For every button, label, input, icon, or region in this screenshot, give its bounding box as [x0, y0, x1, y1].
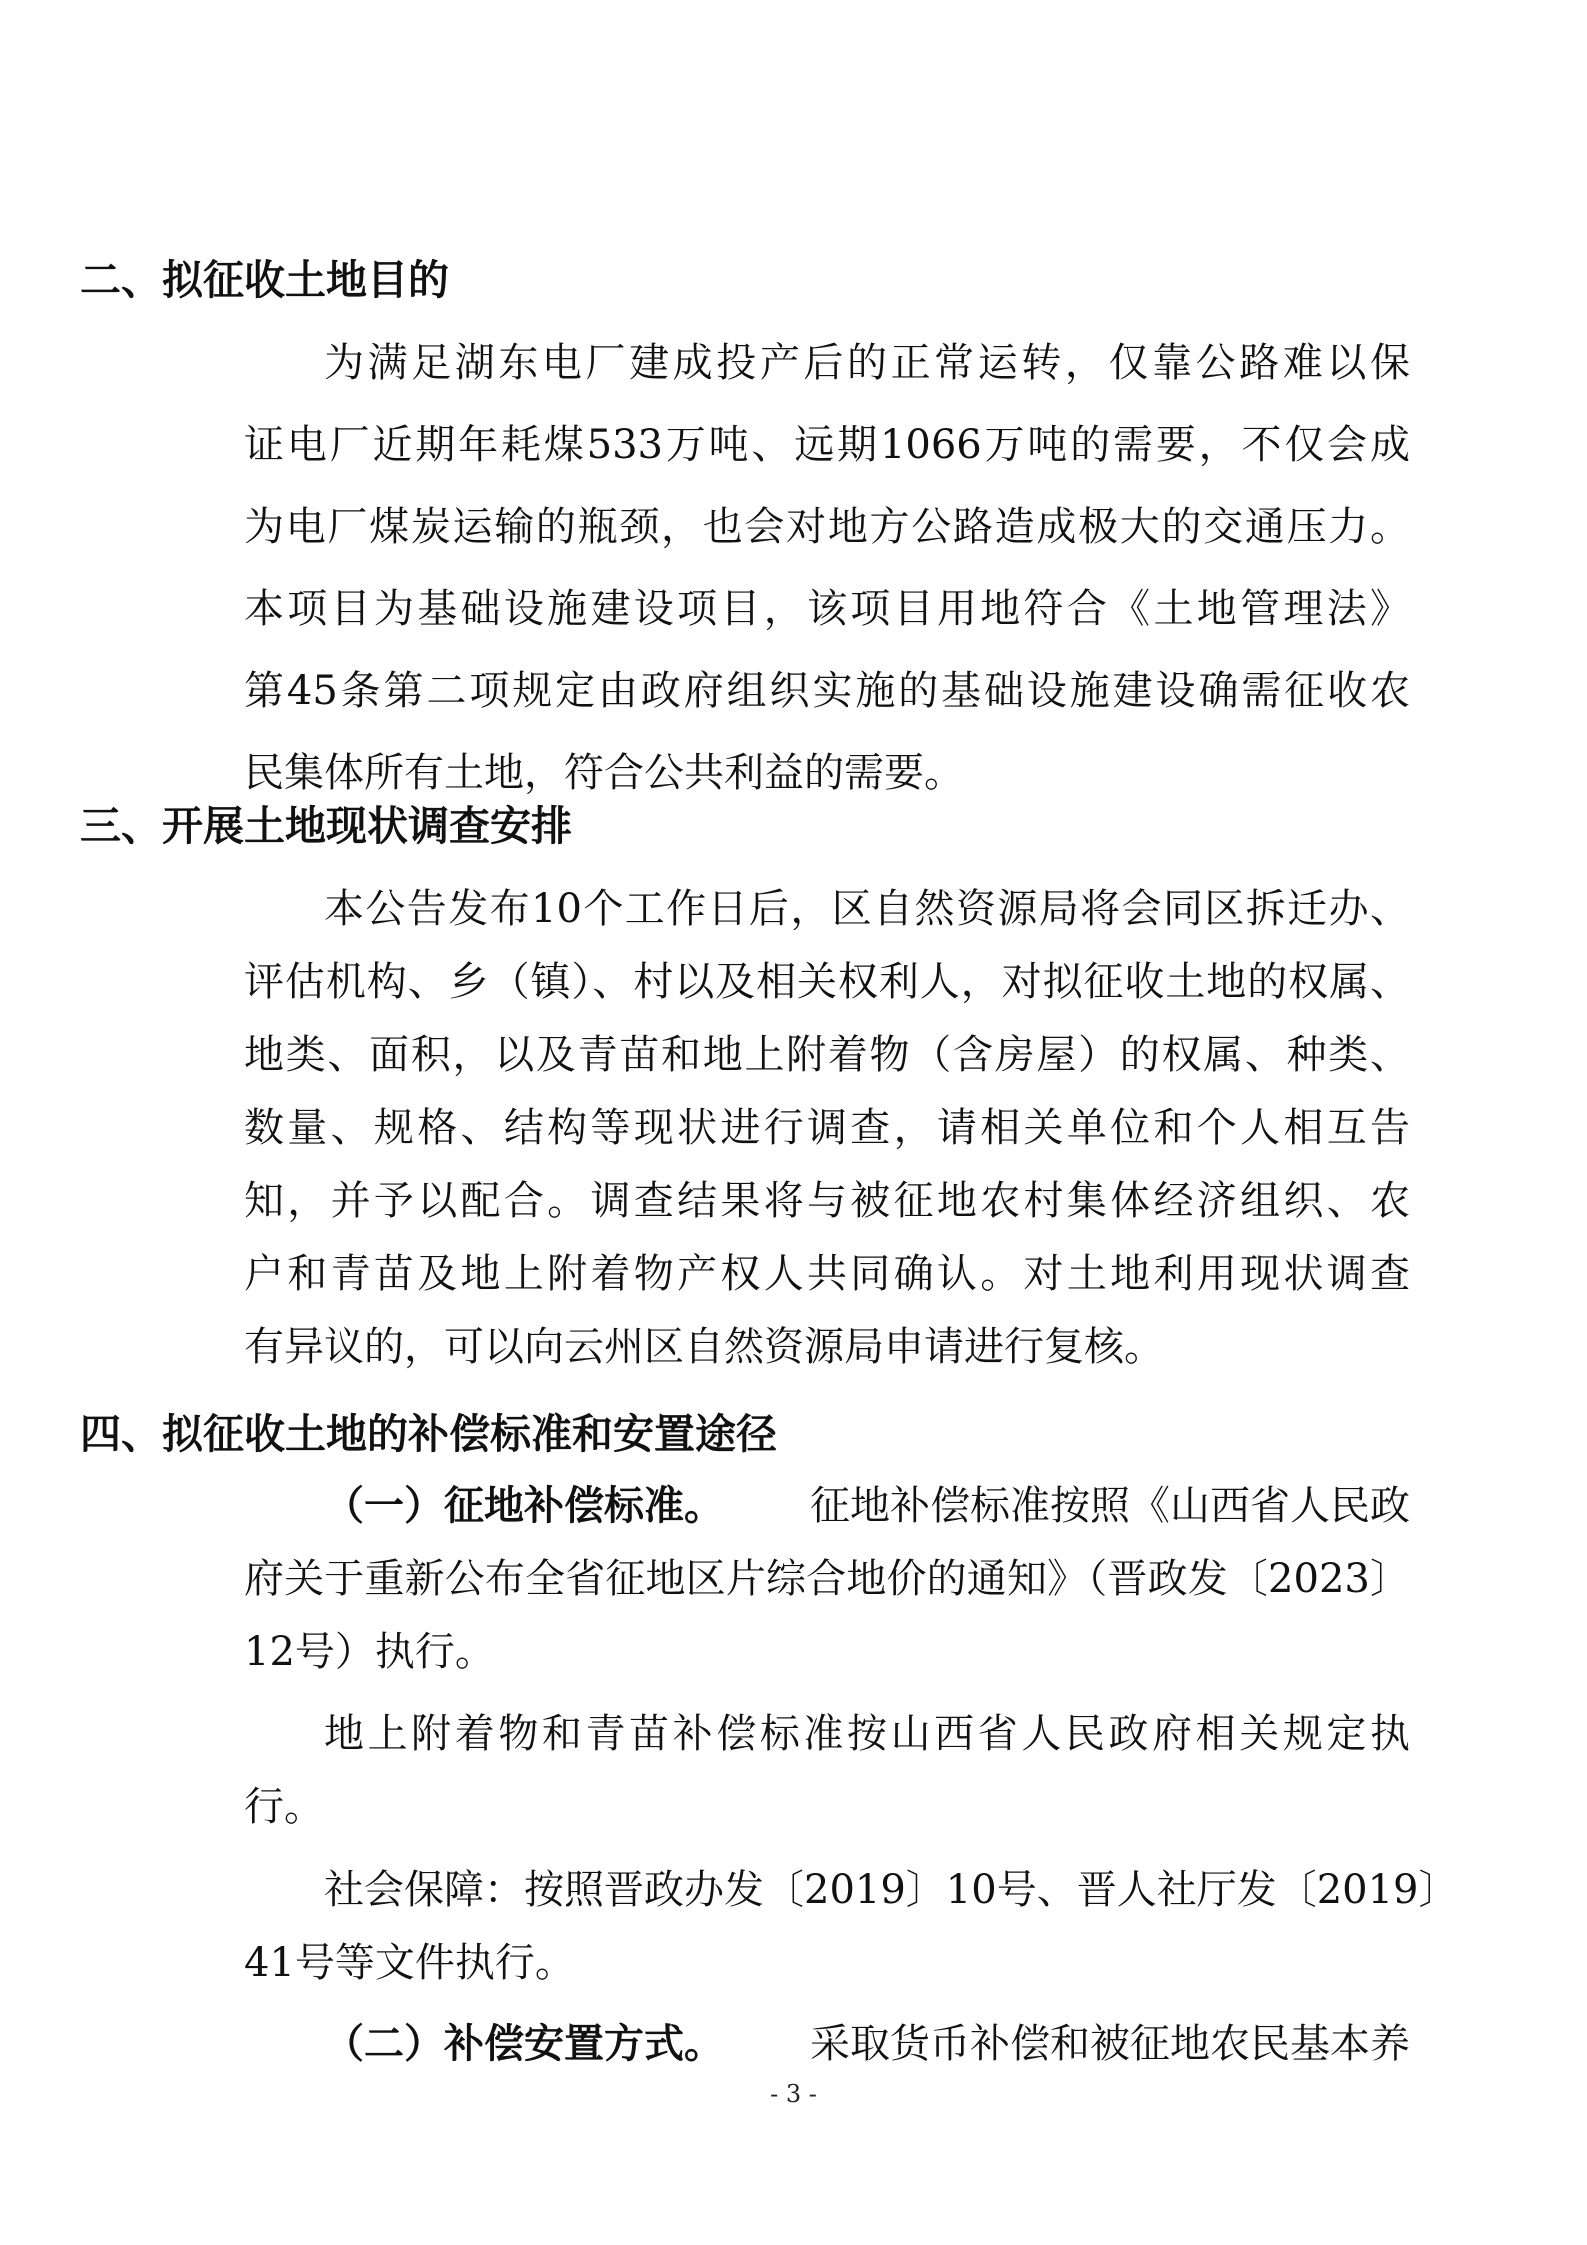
text-line: 本公告发布10个工作日后，区自然资源局将会同区拆迁办、	[324, 886, 1410, 932]
text-line: 本项目为基础设施建设项目，该项目用地符合《土地管理法》	[244, 586, 1410, 632]
text-line: 地类、面积，以及青苗和地上附着物（含房屋）的权属、种类、	[244, 1032, 1410, 1078]
text-line-rest: 采取货币补偿和被征地农民基本养	[810, 2021, 1410, 2067]
text-line: 41号等文件执行。	[244, 1940, 575, 1986]
text-line: 地上附着物和青苗补偿标准按山西省人民政府相关规定执	[324, 1711, 1410, 1757]
section-heading-3: 三、开展土地现状调查安排	[80, 802, 572, 850]
text-line: 民集体所有土地，符合公共利益的需要。	[244, 750, 964, 796]
text-line: 府关于重新公布全省征地区片综合地价的通知》（晋政发〔2023〕	[244, 1556, 1410, 1602]
subsection-lead-1: （一）征地补偿标准。	[324, 1483, 724, 1529]
text-line: 有异议的，可以向云州区自然资源局申请进行复核。	[244, 1324, 1164, 1370]
text-line-rest: 征地补偿标准按照《山西省人民政	[810, 1483, 1410, 1529]
text-line: 户和青苗及地上附着物产权人共同确认。对土地利用现状调查	[244, 1251, 1410, 1297]
text-line: 知，并予以配合。调查结果将与被征地农村集体经济组织、农	[244, 1178, 1410, 1224]
text-line: 为满足湖东电厂建成投产后的正常运转，仅靠公路难以保	[324, 340, 1410, 386]
text-line: 社会保障：按照晋政办发〔2019〕10号、晋人社厅发〔2019〕	[324, 1867, 1459, 1913]
page-number: - 3 -	[770, 2080, 817, 2108]
section-heading-2: 二、拟征收土地目的	[80, 256, 449, 304]
text-line: 为电厂煤炭运输的瓶颈，也会对地方公路造成极大的交通压力。	[244, 504, 1410, 550]
section-heading-4: 四、拟征收土地的补偿标准和安置途径	[80, 1410, 777, 1458]
text-line: 评估机构、乡（镇）、村以及相关权利人，对拟征收土地的权属、	[244, 959, 1410, 1005]
text-line: 证电厂近期年耗煤533万吨、远期1066万吨的需要，不仅会成	[244, 422, 1410, 468]
text-line: 12号）执行。	[244, 1629, 495, 1675]
text-line	[324, 2012, 1410, 2076]
text-line: 行。	[244, 1784, 324, 1830]
text-line: 数量、规格、结构等现状进行调查，请相关单位和个人相互告	[244, 1105, 1410, 1151]
subsection-lead-2: （二）补偿安置方式。	[324, 2021, 724, 2067]
text-line	[324, 1474, 1410, 1538]
text-line: 第45条第二项规定由政府组织实施的基础设施建设确需征收农	[244, 668, 1410, 714]
